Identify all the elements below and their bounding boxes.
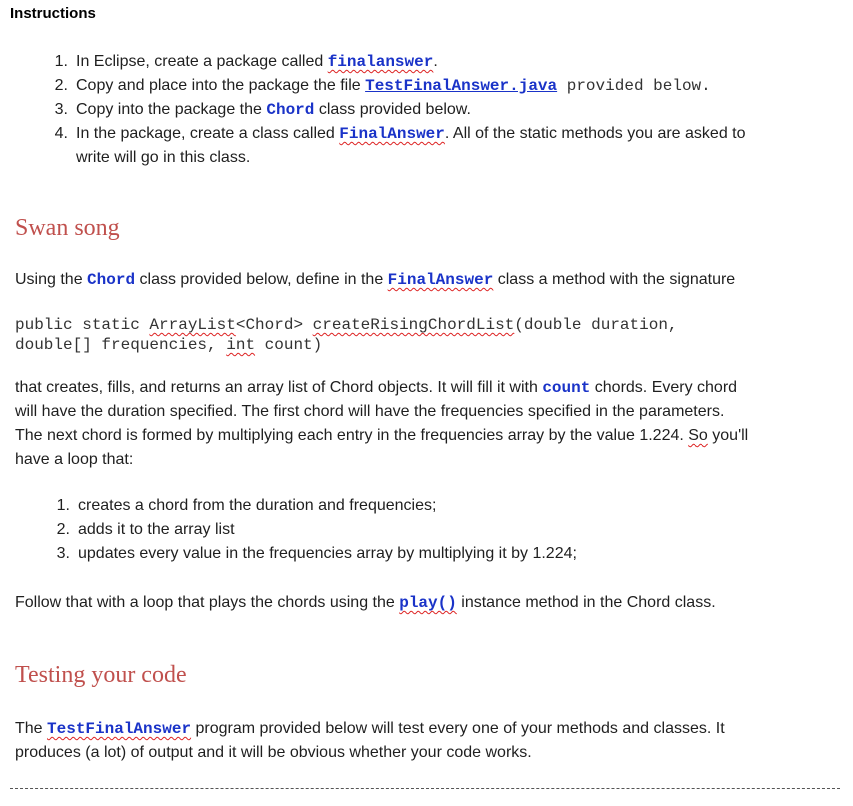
count-code: count [542,379,591,397]
testfinalanswer-code: TestFinalAnswer [47,720,192,738]
list-item: 1. creates a chord from the duration and frequencies; [56,497,437,514]
section-divider [10,788,840,789]
chord-class-code: Chord [266,101,315,119]
play-method-code: play() [399,594,457,612]
finalanswer-code: FinalAnswer [387,271,494,289]
testing-paragraph: The TestFinalAnswer program provided below will test every one of your methods and classes. It produces (a lot) of output and it will be obvious whether your code works. [15,720,725,761]
swan-song-intro: Using the Chord class provided below, define in the FinalAnswer class a method with the signature [15,271,736,289]
instructions-list [44,50,746,170]
list-item: 2. Copy and place into the package the file TestFinalAnswer.java provided below. [54,77,711,95]
list-item: 1. In Eclipse, create a package called finalanswer. [54,53,438,71]
test-file-link[interactable]: TestFinalAnswer.java [365,77,558,95]
swan-song-heading: Swan song [15,215,120,241]
method-signature: public static ArrayList<Chord> createRisingChordList(double duration, double[] frequencies, int count) [15,316,678,354]
chord-code: Chord [87,271,136,289]
swan-song-description: that creates, fills, and returns an array list of Chord objects. It will fill it with count chords. Every chord will have the duration specified. The first chord will have the frequencies specified in the parameters. The next chord is formed by multiplying each entry in the frequencies array by the value 1.224. So you'll have a loop that: [15,379,749,468]
list-item: 3. Copy into the package the Chord class provided below. [54,101,471,119]
loop-steps-list [46,494,577,566]
list-item: 2. adds it to the array list [56,521,235,538]
follow-paragraph: Follow that with a loop that plays the chords using the play() instance method in the Chord class. [15,594,716,612]
instructions-title: Instructions [10,5,96,22]
list-item: 4. In the package, create a class called FinalAnswer. All of the static methods you are asked to write will go in this class. [54,125,746,166]
finalanswer-class-code: FinalAnswer [339,125,445,143]
package-name-code: finalanswer [327,53,434,71]
testing-heading: Testing your code [15,662,187,688]
list-item: 3. updates every value in the frequencies array by multiplying it by 1.224; [56,545,577,562]
